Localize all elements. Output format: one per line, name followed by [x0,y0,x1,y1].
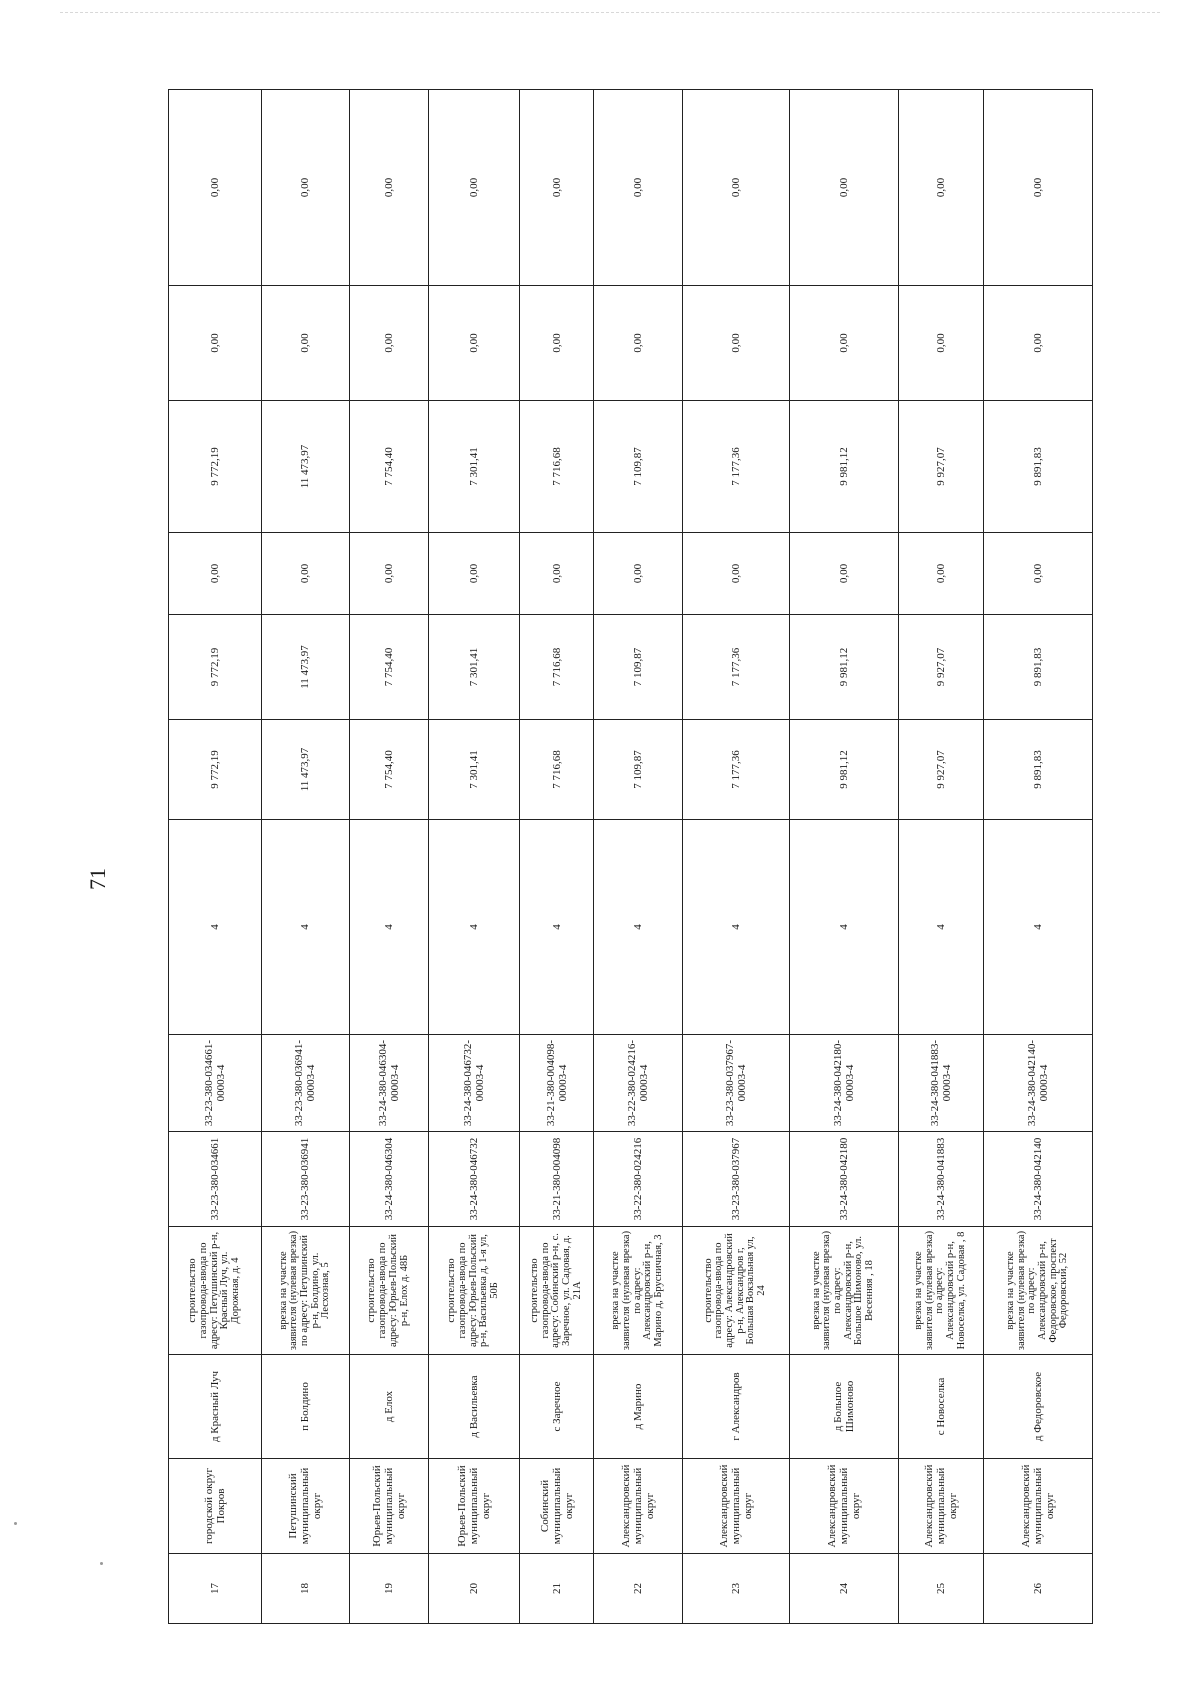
cell-row-number: 25 [898,1554,983,1624]
cell-object-code: 33-23-380-034661 [169,1132,262,1227]
cell-work-description: строительство газопровода-ввода по адресу: Александровский р-н, Александров г, Большая Вокзальная ул, 24 [682,1227,789,1355]
cell-settlement: с Новоселка [898,1355,983,1459]
table-row [594,90,682,1624]
cell-work-description: строительство газопровода-ввода по адресу: Юрьев-Польский р-н, Васильевка д, 1-я ул, 50Б [428,1227,520,1355]
cell-full-code: 33-23-380-037967-00003-4 [682,1035,789,1132]
cell-amount-6: 0,00 [682,90,789,286]
cell-work-description: врезка на участке заявителя (нулевая врезка) по адресу: Александровский р-н, Марино д, Брусничная, 3 [594,1227,682,1355]
cell-object-code: 33-24-380-042140 [983,1132,1092,1227]
cell-object-code: 33-24-380-046732 [428,1132,520,1227]
cell-amount-5: 0,00 [261,286,349,401]
cell-amount-5: 0,00 [520,286,594,401]
cell-settlement: д Большое Шимоново [789,1355,898,1459]
cell-municipality: Александровский муниципальный округ [983,1459,1092,1554]
cell-amount-3: 0,00 [983,533,1092,615]
cell-count: 4 [350,820,429,1035]
cell-full-code: 33-24-380-042180-00003-4 [789,1035,898,1132]
table-container [168,90,1093,1624]
cell-amount-4: 9 981,12 [789,401,898,533]
cell-amount-4: 7 754,40 [350,401,429,533]
scan-speck [14,1522,17,1525]
cell-work-description: строительство газопровода-ввода по адресу: Петушинский р-н, Красный Луч, ул. Дорожная, д. 4 [169,1227,262,1355]
cell-amount-5: 0,00 [428,286,520,401]
cell-amount-6: 0,00 [261,90,349,286]
cell-work-description: врезка на участке заявителя (нулевая врезка) по адресу: Александровский р-н, Большое Шимоново, ул. Весенняя , 18 [789,1227,898,1355]
cell-full-code: 33-21-380-004098-00003-4 [520,1035,594,1132]
cell-row-number: 24 [789,1554,898,1624]
cell-object-code: 33-24-380-041883 [898,1132,983,1227]
cell-settlement: д Марино [594,1355,682,1459]
cell-object-code: 33-22-380-024216 [594,1132,682,1227]
cell-row-number: 26 [983,1554,1092,1624]
cell-full-code: 33-23-380-036941-00003-4 [261,1035,349,1132]
cell-amount-5: 0,00 [169,286,262,401]
cell-count: 4 [898,820,983,1035]
cell-work-description: врезка на участке заявителя (нулевая врезка) по адресу: Петушинский р-н, Болдино, ул. Лесхозная, 5 [261,1227,349,1355]
cell-amount-6: 0,00 [594,90,682,286]
cell-count: 4 [169,820,262,1035]
cell-amount-4: 7 716,68 [520,401,594,533]
cell-work-description: строительство газопровода-ввода по адресу: Юрьев-Польский р-н, Елох д. 48Б [350,1227,429,1355]
cell-amount-4: 9 891,83 [983,401,1092,533]
table-row [261,90,349,1624]
cell-amount-2: 9 981,12 [789,615,898,720]
cell-count: 4 [983,820,1092,1035]
cell-amount-total: 7 109,87 [594,720,682,820]
cell-amount-total: 7 301,41 [428,720,520,820]
cell-amount-3: 0,00 [789,533,898,615]
cell-amount-2: 9 927,07 [898,615,983,720]
cell-row-number: 20 [428,1554,520,1624]
cell-settlement: д Федоровское [983,1355,1092,1459]
cell-object-code: 33-24-380-046304 [350,1132,429,1227]
cell-count: 4 [789,820,898,1035]
table-row [520,90,594,1624]
page-number: 71 [85,868,110,890]
table-row [898,90,983,1624]
table-row [789,90,898,1624]
cell-municipality: Юрьев-Польский муниципальный округ [350,1459,429,1554]
cell-amount-total: 11 473,97 [261,720,349,820]
cell-municipality: Александровский муниципальный округ [898,1459,983,1554]
cell-settlement: с Заречное [520,1355,594,1459]
cell-row-number: 22 [594,1554,682,1624]
cell-settlement: д Васильевка [428,1355,520,1459]
cell-amount-2: 7 109,87 [594,615,682,720]
cell-amount-3: 0,00 [169,533,262,615]
cell-full-code: 33-24-380-046304-00003-4 [350,1035,429,1132]
cell-amount-3: 0,00 [261,533,349,615]
cell-object-code: 33-21-380-004098 [520,1132,594,1227]
cell-count: 4 [261,820,349,1035]
cell-amount-6: 0,00 [428,90,520,286]
cell-amount-6: 0,00 [520,90,594,286]
cell-amount-4: 9 927,07 [898,401,983,533]
cell-amount-4: 7 177,36 [682,401,789,533]
cell-full-code: 33-23-380-034661-00003-4 [169,1035,262,1132]
cell-full-code: 33-24-380-042140-00003-4 [983,1035,1092,1132]
cell-settlement: п Болдино [261,1355,349,1459]
cell-municipality: Петушинский муниципальный округ [261,1459,349,1554]
cell-count: 4 [594,820,682,1035]
cell-amount-total: 9 981,12 [789,720,898,820]
cell-amount-5: 0,00 [898,286,983,401]
cell-amount-3: 0,00 [594,533,682,615]
cell-object-code: 33-23-380-037967 [682,1132,789,1227]
cell-settlement: д Красный Луч [169,1355,262,1459]
cell-amount-total: 9 772,19 [169,720,262,820]
cell-municipality: Александровский муниципальный округ [594,1459,682,1554]
cell-amount-5: 0,00 [594,286,682,401]
cell-amount-2: 7 177,36 [682,615,789,720]
cell-amount-2: 7 301,41 [428,615,520,720]
cell-amount-total: 7 754,40 [350,720,429,820]
cell-amount-5: 0,00 [789,286,898,401]
cell-amount-2: 11 473,97 [261,615,349,720]
table-row [983,90,1092,1624]
cell-object-code: 33-24-380-042180 [789,1132,898,1227]
cell-amount-3: 0,00 [682,533,789,615]
cell-amount-4: 7 301,41 [428,401,520,533]
cell-amount-total: 9 891,83 [983,720,1092,820]
cell-amount-total: 7 177,36 [682,720,789,820]
cell-full-code: 33-24-380-046732-00003-4 [428,1035,520,1132]
cell-amount-2: 7 754,40 [350,615,429,720]
cell-row-number: 23 [682,1554,789,1624]
data-table [168,89,1093,1624]
cell-row-number: 17 [169,1554,262,1624]
cell-settlement: д Елох [350,1355,429,1459]
cell-amount-2: 9 891,83 [983,615,1092,720]
top-scan-rule [60,12,1160,13]
table-body [169,90,1093,1624]
cell-amount-4: 7 109,87 [594,401,682,533]
cell-amount-5: 0,00 [983,286,1092,401]
cell-amount-4: 11 473,97 [261,401,349,533]
cell-count: 4 [520,820,594,1035]
cell-amount-2: 7 716,68 [520,615,594,720]
cell-amount-6: 0,00 [789,90,898,286]
cell-full-code: 33-22-380-024216-00003-4 [594,1035,682,1132]
cell-municipality: Собинский муниципальный округ [520,1459,594,1554]
cell-count: 4 [682,820,789,1035]
cell-amount-4: 9 772,19 [169,401,262,533]
table-row [682,90,789,1624]
cell-municipality: городской округ Покров [169,1459,262,1554]
cell-amount-5: 0,00 [350,286,429,401]
cell-amount-5: 0,00 [682,286,789,401]
cell-amount-total: 9 927,07 [898,720,983,820]
cell-municipality: Александровский муниципальный округ [682,1459,789,1554]
cell-row-number: 18 [261,1554,349,1624]
cell-municipality: Александровский муниципальный округ [789,1459,898,1554]
cell-settlement: г Александров [682,1355,789,1459]
cell-full-code: 33-24-380-041883-00003-4 [898,1035,983,1132]
cell-amount-total: 7 716,68 [520,720,594,820]
cell-row-number: 19 [350,1554,429,1624]
cell-amount-6: 0,00 [169,90,262,286]
scan-speck [100,1562,103,1565]
cell-amount-6: 0,00 [350,90,429,286]
table-row [350,90,429,1624]
cell-amount-3: 0,00 [350,533,429,615]
cell-municipality: Юрьев-Польский муниципальный округ [428,1459,520,1554]
table-row [169,90,262,1624]
cell-work-description: строительство газопровода-ввода по адресу: Собинский р-н, с. Заречное, ул. Садовая, д. 21А [520,1227,594,1355]
cell-amount-2: 9 772,19 [169,615,262,720]
cell-amount-6: 0,00 [898,90,983,286]
cell-amount-3: 0,00 [520,533,594,615]
cell-count: 4 [428,820,520,1035]
table-row [428,90,520,1624]
cell-work-description: врезка на участке заявителя (нулевая врезка) по адресу: Александровский р-н, Федоровское, проспект Федоровский, 52 [983,1227,1092,1355]
cell-amount-3: 0,00 [898,533,983,615]
cell-object-code: 33-23-380-036941 [261,1132,349,1227]
cell-row-number: 21 [520,1554,594,1624]
cell-amount-6: 0,00 [983,90,1092,286]
cell-amount-3: 0,00 [428,533,520,615]
cell-work-description: врезка на участке заявителя (нулевая врезка) по адресу: Александровский р-н, Новоселка, ул. Садовая , 8 [898,1227,983,1355]
